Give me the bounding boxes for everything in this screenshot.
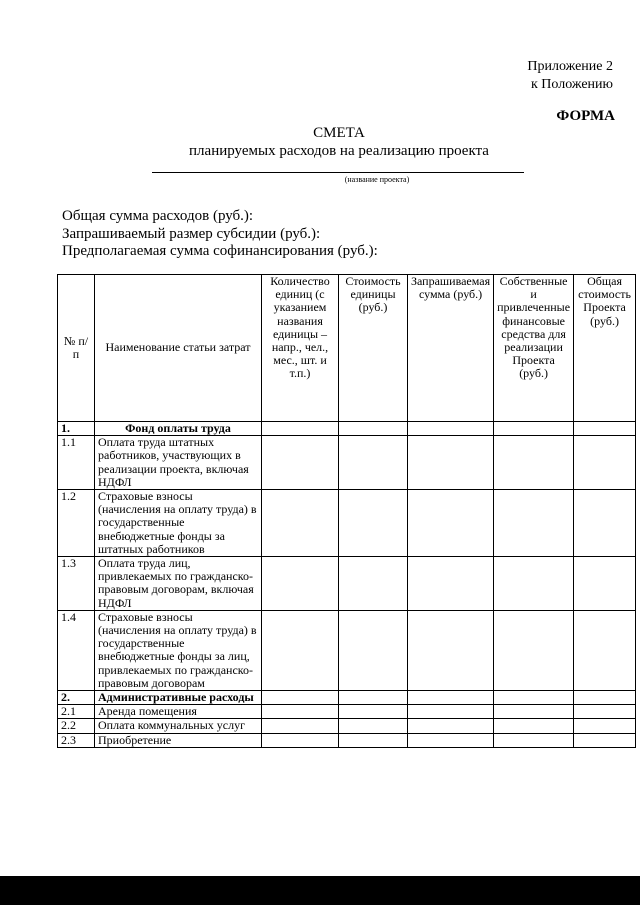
row-name: Оплата коммунальных услуг: [95, 719, 262, 733]
cofinancing-line: Предполагаемая сумма софинансирования (руб.):: [62, 243, 378, 259]
cell: [574, 705, 636, 719]
cell: [574, 490, 636, 557]
cell: [574, 719, 636, 733]
cell: [408, 691, 494, 705]
table-row: [58, 490, 636, 557]
cell: [262, 733, 339, 747]
budget-table: [57, 274, 636, 748]
header-name: Наименование статьи затрат: [95, 275, 262, 422]
row-number: 2.1: [58, 705, 95, 719]
cell: [408, 436, 494, 490]
row-name: Аренда помещения: [95, 705, 262, 719]
cell: [408, 733, 494, 747]
cell: [339, 733, 408, 747]
header-num: № п/п: [58, 275, 95, 422]
row-number: 1.4: [58, 610, 95, 690]
row-number: 2.2: [58, 719, 95, 733]
table-row: [58, 610, 636, 690]
form-label: ФОРМА: [556, 108, 615, 124]
cell: [262, 557, 339, 611]
row-name: Фонд оплаты труда: [95, 422, 262, 436]
cell: [339, 610, 408, 690]
cell: [339, 557, 408, 611]
header-own-funds: Собственные и привлеченные финансовые средства для реализации Проекта (руб.): [494, 275, 574, 422]
subsidy-line: Запрашиваемый размер субсидии (руб.):: [62, 226, 321, 242]
row-name: Оплата труда лиц, привлекаемых по гражданско-правовым договорам, включая НДФЛ: [95, 557, 262, 611]
cell: [494, 490, 574, 557]
cell: [339, 705, 408, 719]
cell: [574, 733, 636, 747]
cell: [408, 610, 494, 690]
cell: [262, 436, 339, 490]
document-subtitle: планируемых расходов на реализацию проекта: [189, 143, 489, 159]
cell: [262, 490, 339, 557]
row-number: 1.: [58, 422, 95, 436]
cell: [494, 719, 574, 733]
row-number: 1.1: [58, 436, 95, 490]
cell: [574, 610, 636, 690]
row-name: Оплата труда штатных работников, участвующих в реализации проекта, включая НДФЛ: [95, 436, 262, 490]
row-number: 2.: [58, 691, 95, 705]
row-name: Страховые взносы (начисления на оплату труда) в государственные внебюджетные фонды за лиц, привлекаемых по гражданско-правовым договорам: [95, 610, 262, 690]
header-unit-cost: Стоимость единицы (руб.): [339, 275, 408, 422]
table-header-row: [58, 275, 636, 422]
cell: [574, 422, 636, 436]
cell: [408, 557, 494, 611]
cell: [262, 610, 339, 690]
table-row: [58, 733, 636, 747]
row-number: 1.3: [58, 557, 95, 611]
cell: [574, 557, 636, 611]
cell: [494, 436, 574, 490]
table-row: [58, 557, 636, 611]
cell: [574, 691, 636, 705]
scan-bottom-border: [0, 876, 640, 905]
cell: [408, 719, 494, 733]
cell: [494, 422, 574, 436]
cell: [262, 719, 339, 733]
cell: [494, 733, 574, 747]
project-name-line: [152, 172, 524, 173]
table-row: [58, 691, 636, 705]
row-number: 2.3: [58, 733, 95, 747]
total-expenses-line: Общая сумма расходов (руб.):: [62, 208, 254, 224]
cell: [494, 557, 574, 611]
cell: [494, 610, 574, 690]
cell: [408, 490, 494, 557]
row-number: 1.2: [58, 490, 95, 557]
document-title: СМЕТА: [313, 125, 365, 141]
cell: [494, 691, 574, 705]
cell: [339, 719, 408, 733]
cell: [494, 705, 574, 719]
cell: [339, 436, 408, 490]
row-name: Страховые взносы (начисления на оплату труда) в государственные внебюджетные фонды за штатных работников: [95, 490, 262, 557]
header-requested: Запрашиваемая сумма (руб.): [408, 275, 494, 422]
project-name-caption: (название проекта): [344, 175, 410, 184]
cell: [339, 422, 408, 436]
table-row: [58, 705, 636, 719]
row-name: Административные расходы: [95, 691, 262, 705]
cell: [262, 422, 339, 436]
header-quantity: Количество единиц (с указанием названия единицы – напр., чел., мес., шт. и т.п.): [262, 275, 339, 422]
table-row: [58, 719, 636, 733]
table-row: [58, 422, 636, 436]
cell: [262, 691, 339, 705]
cell: [339, 691, 408, 705]
appendix-label: [527, 58, 613, 94]
cell: [339, 490, 408, 557]
appendix-line-2: к Положению: [530, 77, 613, 92]
table-row: [58, 436, 636, 490]
header-total-cost: Общая стоимость Проекта (руб.): [574, 275, 636, 422]
appendix-line-1: Приложение 2: [527, 59, 613, 74]
cell: [262, 705, 339, 719]
cell: [408, 422, 494, 436]
row-name: Приобретение: [95, 733, 262, 747]
cell: [408, 705, 494, 719]
cell: [574, 436, 636, 490]
